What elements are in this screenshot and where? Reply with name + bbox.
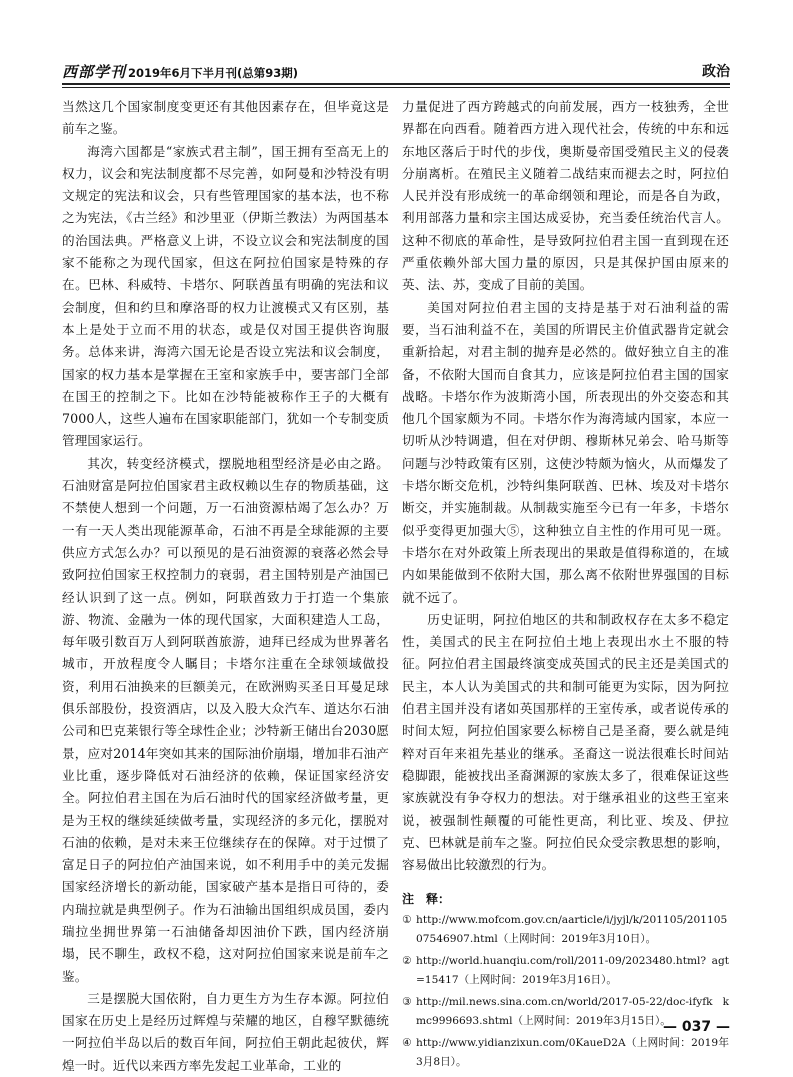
paragraph: 海湾六国都是“家族式君主制”，国王拥有至高无上的权力，议会和宪法制度都不尽完善，如阿曼和沙特没有明文规定的宪法和议会，只有些管理国家的基本法，也不称之为宪法，《古兰经》和沙里亚（伊斯兰教法）为两国基本的治国法典。严格意义上讲，不设立议会和宪法制度的国家不能称之为现代国家，但这在阿拉伯国家是特殊的存在。巴林、科威特、卡塔尔、阿联酋虽有明确的宪法和议会制度，但和约旦和摩洛哥的权力让渡模式又有区别，基本上是处于立而不用的状态，或是仅对国王提供咨询服务。总体来讲，海湾六国无论是否设立宪法和议会制度，国家的权力基本是掌握在王室和家族手中，要害部门全部在国王的控制之下。比如在沙特能被称作王子的大概有7000人，这些人遍布在国家职能部门，犹如一个专制变质管理国家运行。 <box>62 143 389 449</box>
footnote-text: http://www.yidianzixun.com/0KaueD2A（上网时间：2019年3月8日）。 <box>416 1037 729 1069</box>
footnote-number: ② <box>402 955 412 968</box>
footnote-number: ① <box>402 914 412 927</box>
paragraph: 当然这几个国家制度变更还有其他因素存在，但毕竟这是前车之鉴。 <box>62 99 389 137</box>
paragraph: 美国对阿拉伯君主国的支持是基于对石油利益的需要，当石油利益不在，美国的所谓民主价值武器肯定就会重新拾起，对君主制的抛弃是必然的。做好独立自主的准备，不依附大国而自食其力，应该是阿拉伯君主国的国家战略。卡塔尔作为波斯湾小国，所表现出的外交姿态和其他几个国家颇为不同。卡塔尔作为海湾域内国家，本应一切听从沙特调遣，但在对伊朗、穆斯林兄弟会、哈马斯等问题与沙特政策有区别，这使沙特颇为恼火，从而爆发了卡塔尔断交危机，沙特纠集阿联酋、巴林、埃及对卡塔尔断交，并实施制裁。从制裁实施至今已有一年多，卡塔尔似乎变得更加强大⑤，这种独立自主性的作用可见一斑。卡塔尔在对外政策上所表现出的果敢是值得称道的，在域内如果能做到不依附大国，那么离不依附世界强国的目标就不远了。 <box>402 299 729 605</box>
paragraph: 力量促进了西方跨越式的向前发展，西方一枝独秀，全世界都在向西看。随着西方进入现代社会，传统的中东和远东地区落后于时代的步伐，奥斯曼帝国受殖民主义的侵袭分崩离析。在殖民主义随着二战结束而褪去之时，阿拉伯人民并没有形成统一的革命纲领和理论，而是各自为政，利用部落力量和宗主国达成妥协，充当委任统治代言人。这种不彻底的革命性，是导致阿拉伯君主国一直到现在还严重依赖外部大国力量的原因，只是其保护国由原来的英、法、苏，变成了目前的美国。 <box>402 99 729 293</box>
running-header <box>62 56 730 82</box>
paragraph: 三是摆脱大国依附，自力更生方为生存本源。阿拉伯国家在历史上是经历过辉煌与荣耀的地区，自穆罕默德统一阿拉伯半岛以后的数百年间，阿拉伯王朝此起彼伏，辉煌一时。近代以来西方率先发起工业革命，工业的 <box>62 990 389 1073</box>
journal-logo: 西部学刊 <box>62 63 127 81</box>
footnote <box>402 1034 729 1072</box>
footnote <box>402 952 729 990</box>
header-rule-thick <box>62 83 730 85</box>
paragraph: 历史证明，阿拉伯地区的共和制政权存在太多不稳定性，美国式的民主在阿拉伯土地上表现出水土不服的特征。阿拉伯君主国最终演变成英国式的民主还是美国式的民主，本人认为美国式的共和制可能更为实际，因为阿拉伯君主国并没有诸如英国那样的王室传承，或者说传承的时间太短，阿拉伯国家要么标榜自己是圣裔，要么就是纯粹对百年来祖先基业的继承。圣裔这一说法很难长时间站稳脚跟，能被找出圣裔渊源的家族太多了，很难保证这些家族就没有争夺权力的想法。对于继承祖业的这些王室来说，被强制性颠覆的可能性更高，利比亚、埃及、伊拉克、巴林就是前车之鉴。阿拉伯民众受宗教思想的影响，容易做出比较激烈的行为。 <box>402 611 729 873</box>
footnote-text: http://world.huanqiu.com/roll/2011-09/2023480.html? agt=15417（上网时间：2019年3月16日）。 <box>416 955 729 987</box>
footnote-number: ④ <box>402 1037 412 1050</box>
right-column <box>402 96 729 1075</box>
footnote-number: ③ <box>402 996 412 1009</box>
notes-heading: 注 释： <box>402 892 451 907</box>
issue-label: 2019年6月下半月刊(总第93期) <box>128 66 299 80</box>
left-column <box>62 96 389 1077</box>
page-number: — 037 — <box>663 1019 730 1035</box>
paragraph: 其次，转变经济模式，摆脱地租型经济是必由之路。石油财富是阿拉伯国家君主政权赖以生存的物质基础，这不禁使人想到一个问题，万一石油资源枯竭了怎么办？万一有一天人类出现能源革命，石油不再是全球能源的主要供应方式怎么办？可以预见的是石油资源的衰落必然会导致阿拉伯国家王权控制力的衰弱，君主国特别是产油国已经认识到了这一点。例如，阿联酋致力于打造一个集旅游、物流、金融为一体的现代国家，大面积建造人工岛，每年吸引数百万人到阿联酋旅游，迪拜已经成为世界著名城市，开放程度令人瞩目；卡塔尔注重在全球领域做投资，利用石油换来的巨额美元，在欧洲购买圣日耳曼足球俱乐部股份，投资酒店，以及入股大众汽车、道达尔石油公司和巴克莱银行等全球性企业；沙特新王储出台2030愿景，应对2014年突如其来的国际油价崩塌，增加非石油产业比重，逐步降低对石油经济的依赖，保证国家经济安全。阿拉伯君主国在为后石油时代的国家经济做考量，更是为王权的继续延续做考量，实现经济的多元化，摆脱对石油的依赖，是对未来王位继续存在的保障。对于过惯了富足日子的阿拉伯产油国来说，如不利用手中的美元发掘国家经济增长的新动能，国家破产基本是指日可待的，委内瑞拉就是典型例子。作为石油输出国组织成员国，委内瑞拉坐拥世界第一石油储备却因油价下跌，国内经济崩塌，民不聊生，政权不稳，这对阿拉伯国家来说是前车之鉴。 <box>62 455 389 984</box>
footnote <box>402 911 729 949</box>
footnote-text: http://mil.news.sina.com.cn/world/2017-05-22/doc-ifyfk kmc9996693.shtml（上网时间：2019年3月15日）。 <box>416 996 729 1028</box>
section-label: 政治 <box>702 64 730 80</box>
footnote-text: http://www.mofcom.gov.cn/aarticle/i/jyjl/k/201105/20110507546907.html（上网时间：2019年3月10日）。 <box>416 914 728 946</box>
header-rule-thin <box>62 87 730 88</box>
